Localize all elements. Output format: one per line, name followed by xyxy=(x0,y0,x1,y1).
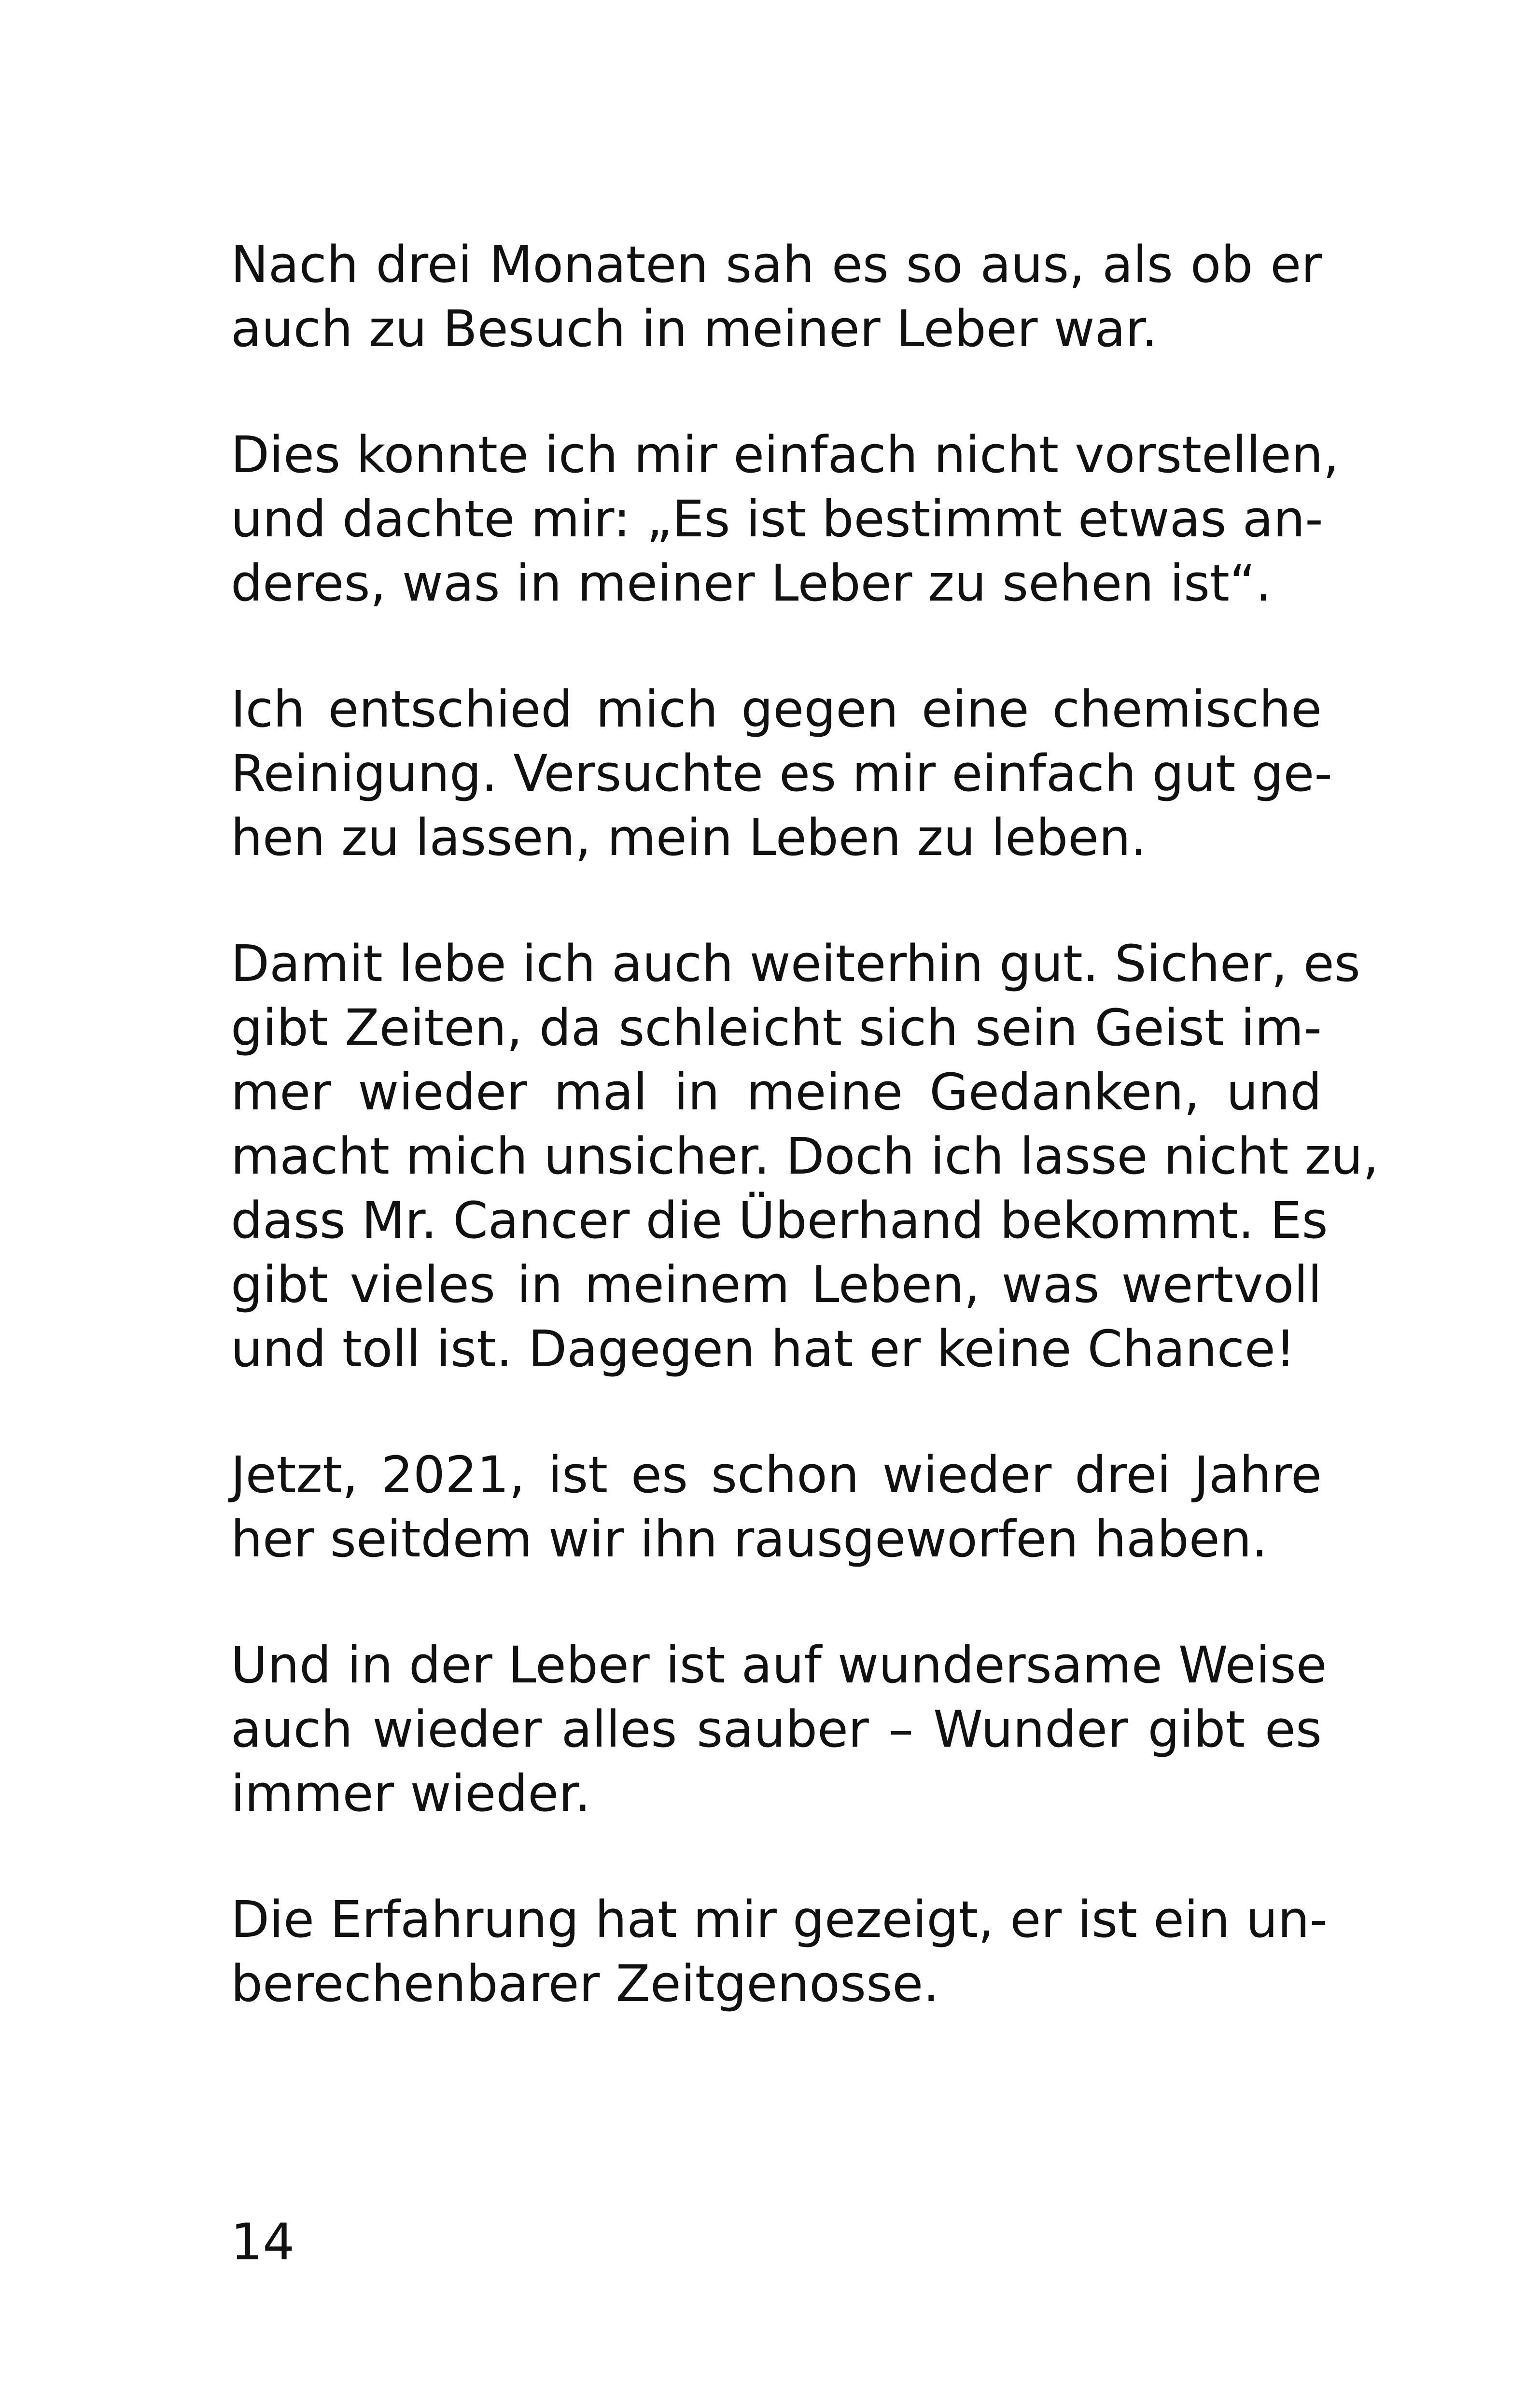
text-line: dass Mr. Cancer die Überhand bekommt. Es xyxy=(231,1191,1328,1250)
text-line: Dies konnte ich mir einfach nicht vorstellen, xyxy=(231,425,1339,484)
text-line: Damit lebe ich auch weiterhin gut. Sicher, es xyxy=(231,934,1360,993)
text-line: her seitdem wir ihn rausgeworfen haben. xyxy=(231,1510,1268,1569)
text-line: Die Erfahrung hat mir gezeigt, er ist ein un- xyxy=(231,1890,1328,1949)
page-number: 14 xyxy=(231,2213,295,2271)
text-line: deres, was in meiner Leber zu sehen ist“. xyxy=(231,554,1272,613)
text-line: mer wieder mal in meine Gedanken, und xyxy=(231,1063,1322,1121)
text-line: berechenbarer Zeitgenosse. xyxy=(231,1954,939,2013)
text-line: Nach drei Monaten sah es so aus, als ob er xyxy=(231,235,1322,294)
text-line: und dachte mir: „Es ist bestimmt etwas an- xyxy=(231,490,1323,548)
text-line: immer wieder. xyxy=(231,1764,591,1823)
text-line: hen zu lassen, mein Leben zu leben. xyxy=(231,808,1147,867)
text-line: Und in der Leber ist auf wundersame Weise xyxy=(231,1636,1327,1695)
text-line: auch zu Besuch in meiner Leber war. xyxy=(231,299,1158,358)
text-line: gibt Zeiten, da schleicht sich sein Geist im- xyxy=(231,998,1322,1057)
text-line: Reinigung. Versuchte es mir einfach gut ge- xyxy=(231,744,1332,803)
text-line: auch wieder alles sauber – Wunder gibt es xyxy=(231,1700,1322,1759)
text-line: und toll ist. Dagegen hat er keine Chance! xyxy=(231,1319,1296,1378)
text-line: gibt vieles in meinem Leben, was wertvoll xyxy=(231,1255,1322,1314)
text-line: Jetzt, 2021, ist es schon wieder drei Jahre xyxy=(231,1445,1322,1504)
text-line: macht mich unsicher. Doch ich lasse nicht zu, xyxy=(231,1127,1379,1186)
text-line: Ich entschied mich gegen eine chemische xyxy=(231,680,1322,739)
